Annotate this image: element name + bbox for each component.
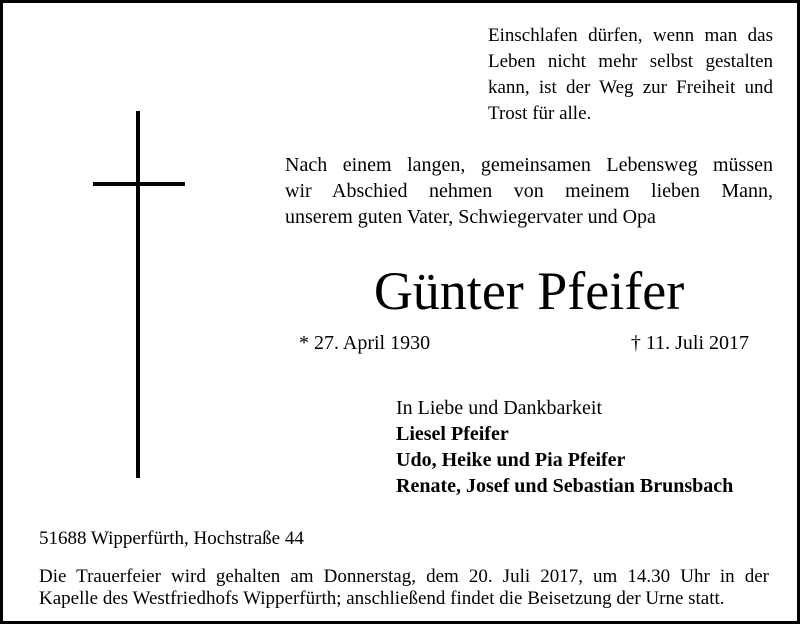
mourner-name: Liesel Pfeifer bbox=[396, 423, 509, 445]
quote-line: kann, ist der Weg zur Freiheit und bbox=[488, 77, 773, 98]
cross-vertical-bar bbox=[136, 111, 140, 478]
intro-line: unserem guten Vater, Schwiegervater und Opa bbox=[285, 206, 656, 228]
mourners-heading: In Liebe und Dankbarkeit bbox=[396, 397, 603, 419]
intro-line: wir Abschied nehmen von meinem lieben Mann, bbox=[285, 180, 773, 202]
service-line: Kapelle des Westfriedhofs Wipperfürth; anschließend findet die Beisetzung der Urne statt. bbox=[39, 588, 725, 609]
mourners-block bbox=[396, 395, 733, 499]
mourner-name: Udo, Heike und Pia Pfeifer bbox=[396, 449, 626, 471]
mourner-name: Renate, Josef und Sebastian Brunsbach bbox=[396, 475, 734, 497]
intro-text bbox=[285, 152, 773, 230]
birth-date: * 27. April 1930 bbox=[299, 332, 431, 354]
address: 51688 Wipperfürth, Hochstraße 44 bbox=[39, 528, 304, 549]
service-info bbox=[39, 566, 769, 610]
quote-block bbox=[488, 23, 773, 127]
deceased-name: Günter Pfeifer bbox=[373, 261, 685, 321]
death-date: † 11. Juli 2017 bbox=[630, 332, 749, 354]
intro-line: Nach einem langen, gemeinsamen Lebensweg müssen bbox=[285, 154, 773, 176]
quote-line: Einschlafen dürfen, wenn man das bbox=[488, 25, 773, 46]
service-line: Die Trauerfeier wird gehalten am Donnerstag, dem 20. Juli 2017, um 14.30 Uhr in der bbox=[39, 566, 769, 587]
quote-line: Trost für alle. bbox=[488, 103, 592, 124]
cross-horizontal-bar bbox=[93, 182, 185, 186]
quote-line: Leben nicht mehr selbst gestalten bbox=[488, 51, 773, 72]
